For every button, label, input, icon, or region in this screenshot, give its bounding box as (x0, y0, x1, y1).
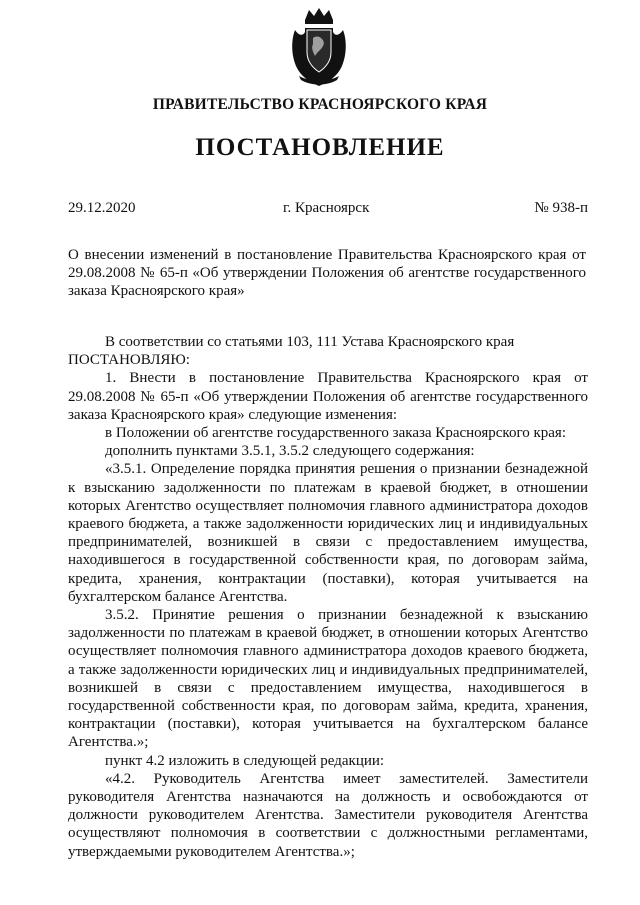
clause-3-5-1-paragraph: «3.5.1. Определение порядка принятия решения о признании безнадежной к взысканию задолженности по платежам в краевой бюджет, в отношении которых Агентство осуществляет полномочия главного администратора доходов краевого бюджета, а также задолженности юридических лиц и индивидуальных предпринимателей, возникшей в связи с предоставлением имущества, находившегося в государственной собственности края, по договорам займа, кредита, хранения, контрактации (поставки), которая учитывается на бухгалтерском балансе Агентства. (68, 461, 588, 605)
document-type-title: ПОСТАНОВЛЕНИЕ (195, 134, 445, 161)
add-clauses-line: дополнить пунктами 3.5.1, 3.5.2 следующего содержания: (105, 443, 475, 460)
clause-3-5-2-paragraph: 3.5.2. Принятие решения о признании безнадежной к взысканию задолженности по платежам в краевой бюджет, в отношении которых Агентство осуществляет полномочия главного администратора доходов краевого бюджета, а также задолженности юридических лиц и индивидуальных предпринимателей, возникшей в связи с предоставлением имущества, находившегося в государственной собственности края, по договорам займа, кредита, хранения, контрактации (поставки), которая учитывается на бухгалтерском балансе Агентства.»; (68, 607, 588, 751)
amendment-intro-line: в Положении об агентстве государственного заказа Красноярского края: (105, 425, 566, 442)
government-title: ПРАВИТЕЛЬСТВО КРАСНОЯРСКОГО КРАЯ (152, 96, 488, 113)
document-body (68, 333, 588, 861)
document-city: г. Красноярск (283, 200, 370, 216)
clause-4-2-intro-line: пункт 4.2 изложить в следующей редакции: (105, 752, 385, 769)
item-1-paragraph: 1. Внести в постановление Правительства Красноярского края от 29.08.2008 № 65-п «Об утверждении Положения об агентстве государственного заказа Красноярского края» следующие изменения: (68, 370, 588, 423)
resolve-heading: ПОСТАНОВЛЯЮ: (68, 352, 190, 369)
document-subject: О внесении изменений в постановление Правительства Красноярского края от 29.08.2008 № 65-п «Об утверждении Положения об агентстве государственного заказа Красноярского края» (68, 247, 586, 299)
document-date: 29.12.2020 (68, 200, 136, 216)
document-number: № 938-п (534, 200, 588, 216)
clause-4-2-paragraph: «4.2. Руководитель Агентства имеет заместителей. Заместители руководителя Агентства назначаются на должность и освобождаются от должности руководителем Агентства. Заместители руководителя Агентства осуществляют полномочия в соответствии с должностными регламентами, утверждаемыми руководителем Агентства.»; (68, 770, 588, 860)
krasnoyarsk-coat-of-arms-icon (289, 6, 349, 88)
intro-paragraph: В соответствии со статьями 103, 111 Устава Красноярского края (105, 334, 515, 350)
